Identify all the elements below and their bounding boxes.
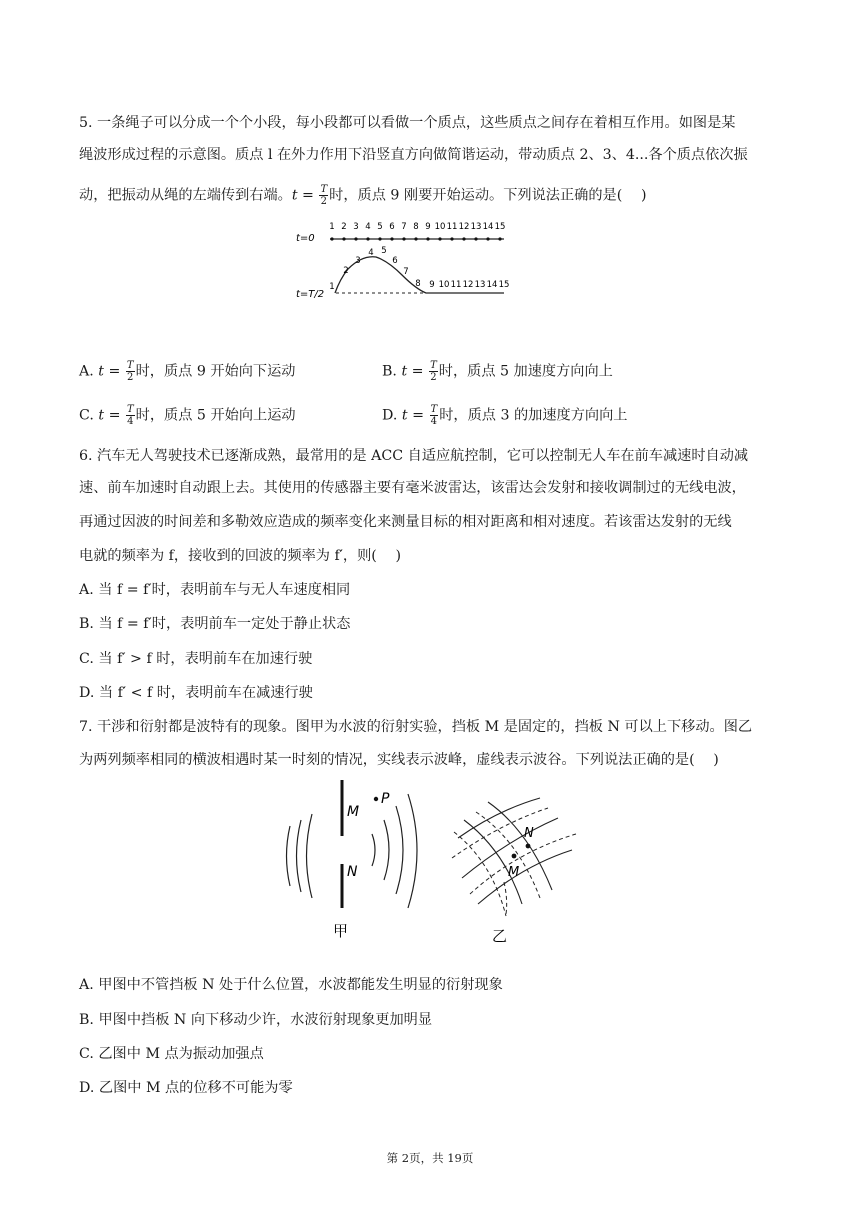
q6-stem-line-2: 速、前车加速时自动跟上去。其使用的传感器主要有毫米波雷达，该雷达会发射和接收调制过的无线电波，: [79, 480, 746, 496]
caption-jia: 甲: [333, 922, 349, 940]
row1-number: 10: [434, 222, 446, 232]
diffracted-wave-4: [408, 794, 417, 908]
row1-number: 3: [353, 222, 359, 232]
q7-option-c[interactable]: C. 乙图中 M 点为振动加强点: [79, 1046, 264, 1062]
q5-option-b[interactable]: B. t = $\frac{T}{2}$ 时，质点 5 加速度方向向上: [382, 360, 613, 383]
row1-number: 14: [482, 222, 494, 232]
trough-1b: [470, 834, 576, 894]
row1-point: [354, 237, 357, 240]
row2-number: 14: [486, 280, 498, 290]
label-M: M: [347, 804, 360, 820]
q6-option-d[interactable]: D. 当 f′ < f 时，表明前车在减速行驶: [79, 685, 313, 701]
row1-numbers: [329, 222, 505, 232]
point-P: [374, 797, 378, 801]
row1-number: 7: [401, 222, 407, 232]
row1-points: [330, 237, 501, 240]
diffracted-wave-1: [372, 834, 375, 866]
row2-number: 2: [343, 266, 349, 276]
q6-stem-line-1: 6. 汽车无人驾驶技术已逐渐成熟，最常用的是 ACC 自适应航控制，它可以控制无人车在前车减速时自动减: [79, 448, 749, 464]
row1-point: [462, 237, 465, 240]
q6-stem-line-3: 再通过因波的时间差和多勒效应造成的频率变化来测量目标的相对距离和相对速度。若该雷达发射的无线: [79, 514, 732, 530]
row2-number: 3: [355, 256, 361, 266]
row1-point: [378, 237, 381, 240]
row1-number: 8: [413, 222, 419, 232]
row2-number: 10: [438, 280, 450, 290]
row1-label: t=0: [296, 233, 315, 244]
q5-stem-line-2: 绳波形成过程的示意图。质点 l 在外力作用下沿竖直方向做简谐运动，带动质点 2、3、4...各个质点依次振: [79, 147, 748, 163]
page-footer: 第 2页，共 19页: [386, 1151, 474, 1165]
row2-number: 7: [403, 267, 409, 277]
point-M: [512, 854, 517, 859]
q6-option-a[interactable]: A. 当 f = f′时，表明前车与无人车速度相同: [79, 582, 351, 598]
q5-eq: =: [297, 187, 319, 204]
row1-number: 15: [494, 222, 506, 232]
row1-point: [474, 237, 477, 240]
row1-point: [498, 237, 501, 240]
incident-wave-1: [287, 826, 291, 886]
row1-point: [342, 237, 345, 240]
row2-number: 4: [368, 248, 374, 258]
row1-number: 4: [365, 222, 371, 232]
row2-number: 8: [415, 279, 421, 289]
q5-stem-line-3: [79, 184, 647, 207]
q6-option-b[interactable]: B. 当 f = f′时，表明前车一定处于静止状态: [79, 616, 351, 632]
row1-number: 6: [389, 222, 395, 232]
row1-point: [426, 237, 429, 240]
row2-label: t=T/2: [296, 289, 325, 300]
row2-number: 6: [392, 256, 398, 266]
q5-var-t: t: [291, 187, 298, 204]
diffracted-wave-2: [384, 820, 389, 880]
label-P: P: [381, 791, 390, 807]
row1-number: 13: [470, 222, 482, 232]
q7-diffraction-figure: [280, 776, 425, 944]
row2-number: 12: [462, 280, 474, 290]
row2-numbers: [329, 246, 509, 292]
row2-number: 9: [429, 280, 435, 290]
q5-option-a[interactable]: A. t = $\frac{T}{2}$ 时，质点 9 开始向下运动: [79, 360, 296, 383]
label-N-yi: N: [524, 826, 534, 841]
q7-stem-line-1: 7. 干涉和衍射都是波特有的现象。图甲为水波的衍射实验，挡板 M 是固定的，挡板 N 可以上下移动。图乙: [79, 719, 753, 735]
q5-rope-wave-figure: [292, 215, 522, 307]
label-N: N: [347, 864, 358, 880]
row1-number: 11: [446, 222, 458, 232]
incident-wave-2: [297, 820, 302, 892]
row1-number: 2: [341, 222, 347, 232]
row2-number: 13: [474, 280, 486, 290]
q5-option-c[interactable]: C. t = $\frac{T}{4}$ 时，质点 5 开始向上运动: [79, 404, 296, 427]
q5-stem-text: 动，把振动从绳的左端传到右端。: [79, 187, 292, 204]
row1-point: [486, 237, 489, 240]
row1-number: 5: [377, 222, 383, 232]
row1-point: [414, 237, 417, 240]
q6-option-c[interactable]: C. 当 f′ > f 时，表明前车在加速行驶: [79, 651, 313, 667]
trough-2b: [454, 832, 506, 916]
row1-point: [390, 237, 393, 240]
row2-number: 1: [329, 282, 335, 292]
row2-number: 5: [381, 246, 387, 256]
row1-point: [402, 237, 405, 240]
point-N: [526, 844, 531, 849]
row1-number: 1: [329, 222, 335, 232]
q7-interference-figure: [448, 790, 580, 946]
q7-option-d[interactable]: D. 乙图中 M 点的位移不可能为零: [79, 1080, 293, 1096]
q7-option-a[interactable]: A. 甲图中不管挡板 N 处于什么位置，水波都能发生明显的衍射现象: [79, 977, 503, 993]
q7-stem-line-2: 为两列频率相同的横波相遇时某一时刻的情况，实线表示波峰，虚线表示波谷。下列说法正确的是( ): [79, 752, 719, 768]
row2-number: 11: [450, 280, 462, 290]
row2-number: 15: [498, 280, 510, 290]
row1-point: [366, 237, 369, 240]
crest-1c: [478, 850, 572, 904]
row1-number: 9: [425, 222, 431, 232]
row1-point: [330, 237, 333, 240]
diffracted-wave-3: [396, 806, 403, 894]
q5-stem-line-1: 5. 一条绳子可以分成一个个小段，每小段都可以看做一个质点，这些质点之间存在着相互作用。如图是某: [79, 115, 736, 131]
q5-fraction: $\frac{T}{2}$: [320, 184, 328, 207]
row1-point: [438, 237, 441, 240]
caption-yi: 乙: [492, 927, 508, 945]
row1-number: 12: [458, 222, 470, 232]
row1-point: [450, 237, 453, 240]
q5-option-d[interactable]: D. t = $\frac{T}{4}$ 时，质点 3 的加速度方向向上: [382, 404, 628, 427]
incident-wave-3: [307, 814, 313, 898]
q5-stem-text-b: 时，质点 9 刚要开始运动。下列说法正确的是( ): [329, 187, 647, 204]
q7-option-b[interactable]: B. 甲图中挡板 N 向下移动少许，水波衍射现象更加明显: [79, 1012, 433, 1028]
q6-stem-line-4: 电就的频率为 f，接收到的回波的频率为 f′，则( ): [79, 548, 402, 564]
label-M-yi: M: [508, 865, 520, 880]
